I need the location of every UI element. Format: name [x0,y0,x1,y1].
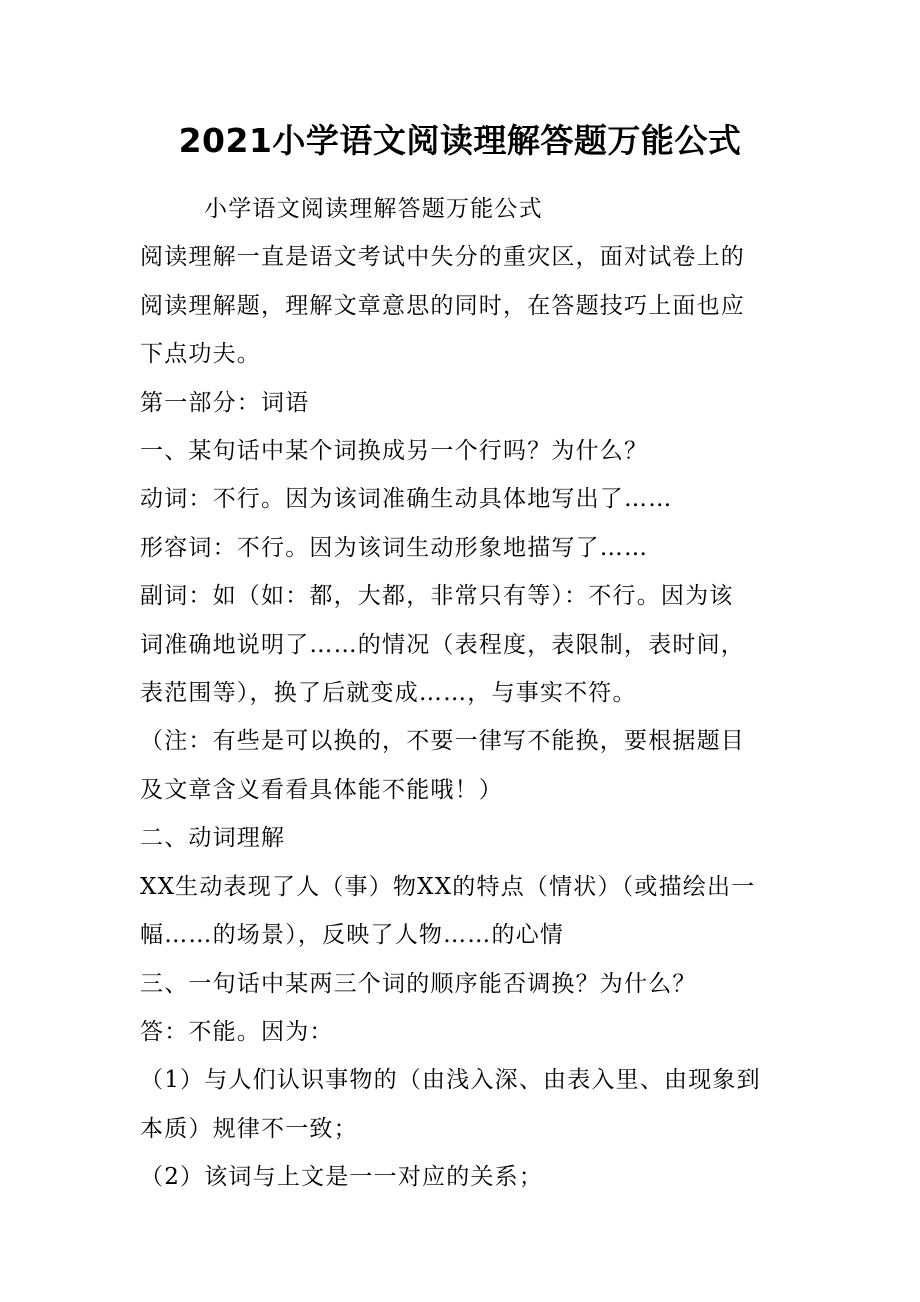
body-line: XX生动表现了人（事）物XX的特点（情状）（或描绘出一 [140,873,756,900]
body-line: 词准确地说明了……的情况（表程度，表限制，表时间， [140,631,745,658]
document-title: 2021小学语文阅读理解答题万能公式 [178,121,742,160]
section-heading: 第一部分：词语 [140,389,310,416]
note-line: （注：有些是可以换的，不要一律写不能换，要根据题目 [140,728,745,755]
document-body [140,185,780,1202]
body-line: 副词：如（如：都，大都，非常只有等）：不行。因为该 [140,583,734,610]
subtitle-line: 小学语文阅读理解答题万能公式 [204,196,543,222]
list-item: （1）与人们认识事物的（由浅入深、由表入里、由现象到 [140,1067,761,1094]
body-line: 动词：不行。因为该词准确生动具体地写出了…… [140,486,673,513]
body-line: 阅读理解题，理解文章意思的同时，在答题技巧上面也应 [140,292,745,319]
question-heading: 二、动词理解 [140,825,286,852]
list-item: （2）该词与上文是一一对应的关系； [140,1164,544,1191]
question-heading: 三、一句话中某两三个词的顺序能否调换？为什么？ [140,970,697,997]
question-heading: 一、某句话中某个词换成另一个行吗？为什么？ [140,438,649,465]
body-line: 阅读理解一直是语文考试中失分的重灾区，面对试卷上的 [140,244,745,271]
body-line: 表范围等），换了后就变成……，与事实不符。 [140,680,637,707]
body-line: 答：不能。因为： [140,1018,334,1045]
body-line: 形容词：不行。因为该词生动形象地描写了…… [140,534,649,561]
body-line: 幅……的场景），反映了人物……的心情 [140,922,565,949]
list-item: 本质）规律不一致； [140,1115,358,1142]
note-line: 及文章含义看看具体能不能哦！） [140,776,503,803]
body-line: 下点功夫。 [140,341,261,368]
